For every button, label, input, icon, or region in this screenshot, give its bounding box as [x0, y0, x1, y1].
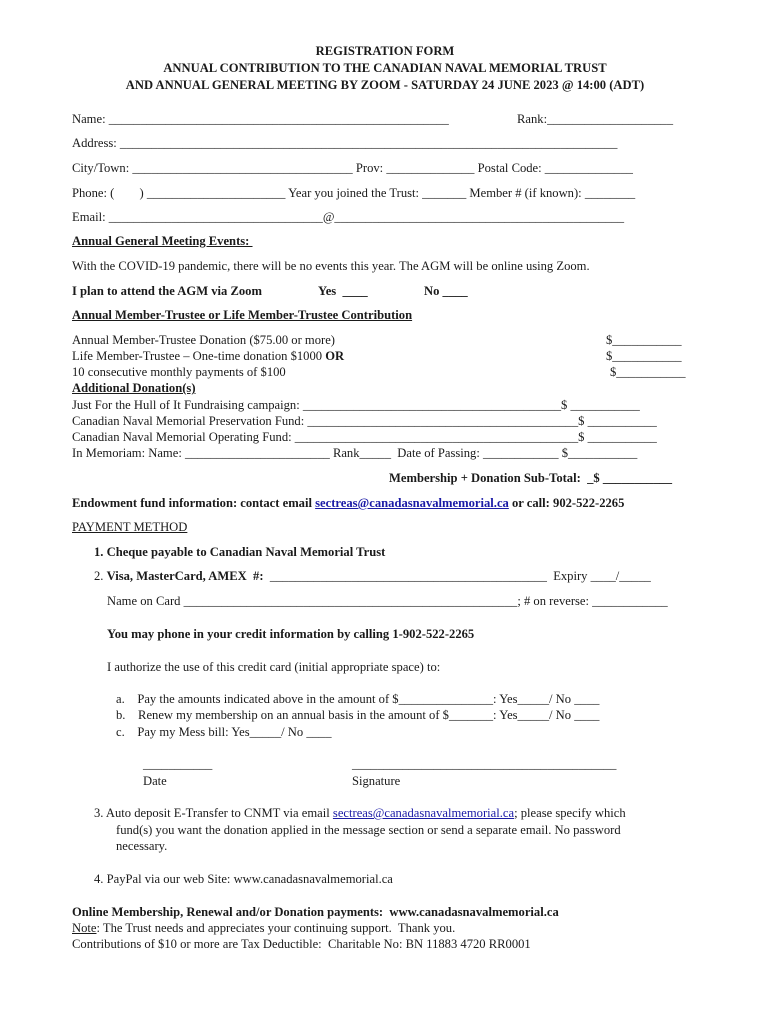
email-field[interactable]: Email: __________________________________@______________________________________________: [72, 210, 625, 224]
etransfer-text-tail: ; please specify which: [514, 806, 626, 820]
note-label: Note: [72, 921, 97, 935]
agm-attend-label: I plan to attend the AGM via Zoom: [72, 284, 262, 298]
additional-donations-heading: Additional Donation(s): [72, 381, 196, 395]
etransfer-email-link[interactable]: sectreas@canadasnavalmemorial.ca: [332, 806, 515, 820]
endowment-info: [72, 496, 624, 511]
payment-option-cheque: 1. Cheque payable to Canadian Naval Memorial Trust: [94, 545, 386, 559]
subtotal-field[interactable]: Membership + Donation Sub-Total: _$ ___________: [389, 471, 673, 485]
endowment-text: Endowment fund information: contact email: [72, 496, 316, 510]
online-payments-info: Online Membership, Renewal and/or Donation payments: www.canadasnavalmemorial.ca: [72, 905, 559, 919]
authorize-option-c[interactable]: c. Pay my Mess bill: Yes_____/ No ____: [116, 725, 332, 739]
city-prov-postal-field[interactable]: City/Town: ___________________________________ Prov: ______________ Postal Code: ______________: [72, 161, 633, 175]
agm-text: With the COVID-19 pandemic, there will be no events this year. The AGM will be online using Zoom.: [72, 259, 590, 273]
agm-yes-option[interactable]: Yes ____: [318, 284, 368, 298]
address-field[interactable]: Address: _______________________________________________________________________________: [72, 136, 618, 150]
agm-heading: Annual General Meeting Events:: [72, 234, 253, 248]
authorize-text: I authorize the use of this credit card (initial appropriate space) to:: [107, 660, 441, 674]
life-member-amount[interactable]: $___________: [606, 349, 682, 363]
form-subtitle-2: AND ANNUAL GENERAL MEETING BY ZOOM - SATURDAY 24 JUNE 2023 @ 14:00 (ADT): [125, 78, 645, 92]
authorize-option-a[interactable]: a. Pay the amounts indicated above in the amount of $_______________: Yes_____/ No ____: [116, 692, 600, 706]
authorize-option-b[interactable]: b. Renew my membership on an annual basis in the amount of $_______: Yes_____/ No ____: [116, 708, 600, 722]
preservation-fund-field[interactable]: Canadian Naval Memorial Preservation Fund: ___________________________________________$ ___________: [72, 414, 657, 428]
etransfer-instructions: fund(s) you want the donation applied in the message section or send a separate email. No password: [116, 823, 621, 837]
signature-label: Signature: [352, 774, 401, 788]
form-subtitle-1: ANNUAL CONTRIBUTION TO THE CANADIAN NAVAL MEMORIAL TRUST: [163, 61, 607, 75]
date-line[interactable]: ___________: [143, 757, 213, 771]
or-label: OR: [325, 349, 345, 363]
rank-field[interactable]: Rank:____________________: [517, 112, 674, 126]
card-option-number: 2.: [94, 569, 107, 583]
monthly-payments-amount[interactable]: $___________: [610, 365, 686, 379]
in-memoriam-field[interactable]: In Memoriam: Name: _______________________ Rank_____ Date of Passing: ____________ $___________: [72, 446, 638, 460]
card-types-label: Visa, MasterCard, AMEX #:: [106, 569, 264, 583]
life-member-label: [72, 349, 344, 364]
name-on-card-field[interactable]: Name on Card _____________________________________________________; # on reverse: ____________: [107, 594, 668, 608]
annual-donation-label: Annual Member-Trustee Donation ($75.00 or more): [72, 333, 335, 347]
monthly-payments-label: 10 consecutive monthly payments of $100: [72, 365, 286, 379]
agm-no-option[interactable]: No ____: [424, 284, 468, 298]
payment-option-etransfer: [94, 806, 626, 821]
phone-credit-info: You may phone in your credit information by calling 1-902-522-2265: [107, 627, 475, 641]
endowment-email-link[interactable]: sectreas@canadasnavalmemorial.ca: [315, 496, 509, 510]
payment-option-paypal: 4. PayPal via our web Site: www.canadasnavalmemorial.ca: [94, 872, 393, 886]
payment-option-card[interactable]: [94, 569, 651, 584]
etransfer-instructions-end: necessary.: [116, 839, 168, 853]
payment-method-heading: PAYMENT METHOD: [72, 520, 188, 534]
tax-deductible-info: Contributions of $10 or more are Tax Deductible: Charitable No: BN 11883 4720 RR0001: [72, 937, 531, 951]
name-field[interactable]: Name: ______________________________________________________: [72, 112, 449, 126]
note-line: [72, 921, 455, 936]
form-title: REGISTRATION FORM: [315, 44, 455, 58]
contribution-heading: Annual Member-Trustee or Life Member-Trustee Contribution: [72, 308, 413, 322]
date-label: Date: [143, 774, 167, 788]
etransfer-text: 3. Auto deposit E-Transfer to CNMT via email: [94, 806, 333, 820]
life-member-text: Life Member-Trustee – One-time donation $1000: [72, 349, 326, 363]
note-text: : The Trust needs and appreciates your continuing support. Thank you.: [96, 921, 456, 935]
phone-year-member-field[interactable]: Phone: ( ) ______________________ Year you joined the Trust: _______ Member # (if known): ________: [72, 186, 636, 200]
signature-line[interactable]: __________________________________________: [352, 757, 617, 771]
annual-donation-amount[interactable]: $___________: [606, 333, 682, 347]
operating-fund-field[interactable]: Canadian Naval Memorial Operating Fund: _____________________________________________$ ___________: [72, 430, 657, 444]
endowment-phone: or call: 902-522-2265: [508, 496, 625, 510]
card-number-expiry-field[interactable]: ____________________________________________ Expiry ____/_____: [263, 569, 651, 583]
hull-fundraising-field[interactable]: Just For the Hull of It Fundraising campaign: _________________________________________$ ___________: [72, 398, 640, 412]
